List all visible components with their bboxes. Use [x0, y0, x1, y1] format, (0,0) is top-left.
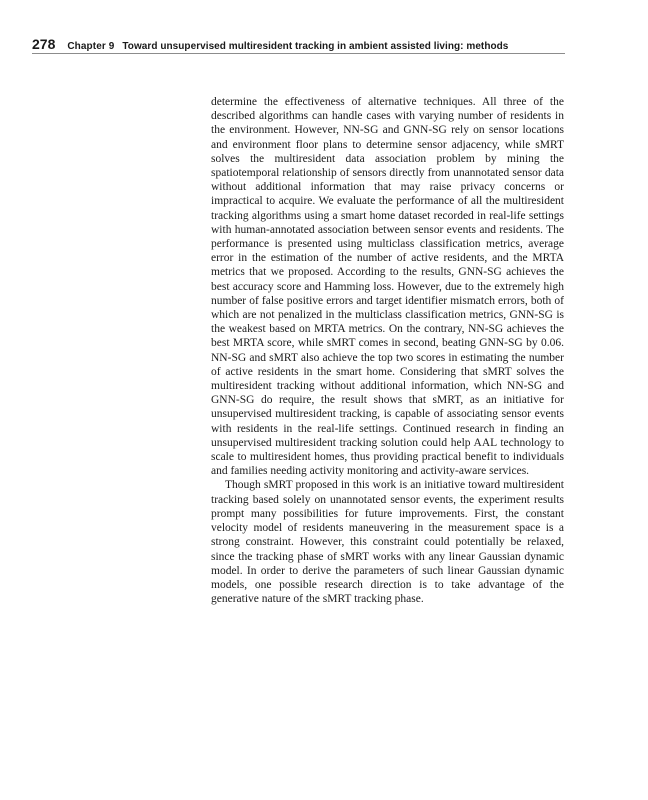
running-header: [32, 36, 565, 54]
body-text: [211, 95, 564, 606]
paragraph: Though sMRT proposed in this work is an initiative toward multiresident tracking based solely on unannotated sensor events, the experiment results prompt many possibilities for future improvements. First, the constant velocity model of residents maneuvering in the measurement space is a strong constraint. However, this constraint could potentially be relaxed, since the tracking phase of sMRT works with any linear Gaussian dynamic model. In order to derive the parameters of such linear Gaussian dynamic models, one possible research direction is to take advantage of the generative nature of the sMRT tracking phase.: [211, 479, 564, 606]
chapter-label: Chapter 9: [67, 41, 115, 52]
page-number: 278: [32, 36, 56, 52]
chapter-title: Toward unsupervised multiresident tracking in ambient assisted living: methods: [122, 41, 509, 52]
paragraph: determine the effectiveness of alternative techniques. All three of the described algorithms can handle cases with varying number of residents in the environment. However, NN-SG and GNN-SG rely on sensor locations and environment floor plans to determine sensor adjacency, while sMRT solves the multiresident data association problem by mining the spatiotemporal relationship of sensors directly from unannotated sensor data without additional information that may raise privacy concerns or impractical to acquire. We evaluate the performance of all the multiresident tracking algorithms using a smart home dataset recorded in real-life settings with human-annotated association between sensor events and residents. The performance is presented using multiclass classification metrics, average error in the estimation of the number of active residents, and the MRTA metrics that we proposed. According to the results, GNN-SG achieves the best accuracy score and Hamming loss. However, due to the extremely high number of false positive errors and target identifier mismatch errors, both of which are not penalized in the multiclass classification metrics, GNN-SG is the weakest based on MRTA metrics. On the contrary, NN-SG achieves the best MRTA score, while sMRT comes in second, beating GNN-SG by 0.06. NN-SG and sMRT also achieve the top two scores in estimating the number of active residents in the smart home. Considering that sMRT solves the multiresident tracking without additional information, which NN-SG and GNN-SG do require, the result shows that sMRT, as an initiative for unsupervised multiresident tracking, is capable of associating sensor events with residents in the real-life settings. Continued research in finding an unsupervised multiresident tracking solution could help AAL technology to scale to multiresident homes, thus providing practical benefit to individuals and families needing activity monitoring and activity-aware services.: [211, 96, 564, 478]
header-rule: [32, 53, 565, 54]
